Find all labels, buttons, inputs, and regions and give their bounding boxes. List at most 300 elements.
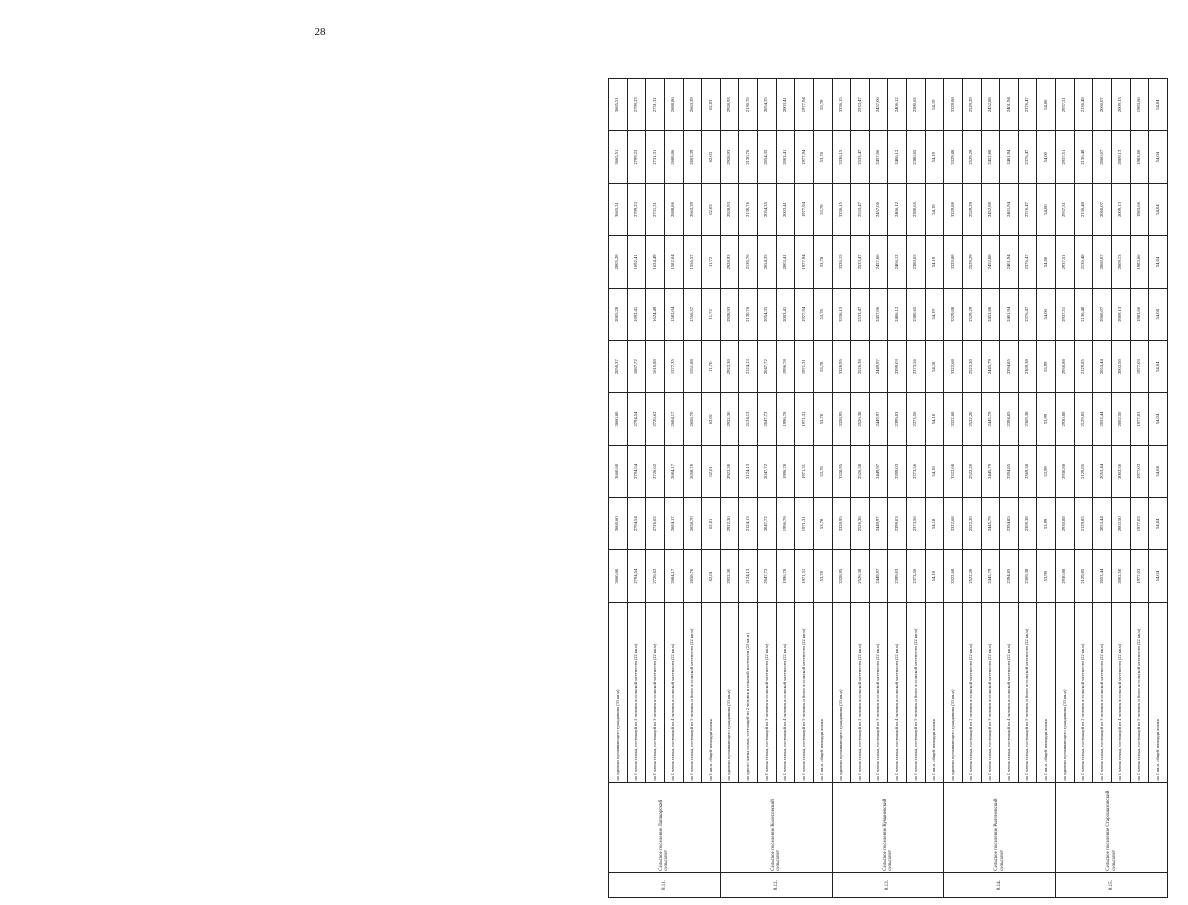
value-cell: 53,99 (1037, 550, 1056, 602)
value-cell: 2054,35 (758, 288, 777, 340)
row-label: на одного члена семьи, состоящей из 2 человек в сельской местности (22 кв.м) (739, 602, 758, 782)
value-cell: 54,18 (925, 498, 944, 550)
value-cell: 53,78 (813, 550, 832, 602)
value-cell: 2053,44 (1093, 445, 1112, 497)
value-cell: 1977,94 (795, 288, 814, 340)
settlement-name: Сельское поселение Куманевский сельсовет (832, 783, 944, 873)
value-cell: 2054,35 (758, 236, 777, 288)
rotated-table-wrapper (608, 78, 1188, 898)
value-cell: 53,78 (813, 498, 832, 550)
value-cell: 2005,28 (609, 288, 628, 340)
value-cell: 2449,97 (869, 445, 888, 497)
value-cell: 2406,12 (888, 79, 907, 132)
table-row (795, 79, 814, 898)
value-cell: 53,78 (813, 445, 832, 497)
value-cell: 2526,38 (851, 445, 870, 497)
value-cell: 2003,41 (776, 288, 795, 340)
value-cell: 2529,29 (962, 236, 981, 288)
value-cell: 3322,68 (944, 341, 963, 393)
table-row (720, 79, 739, 898)
value-cell: 1624,49 (646, 236, 665, 288)
value-cell: 2794,54 (627, 445, 646, 497)
value-cell: 2688,86 (664, 183, 683, 235)
value-cell: 2731,31 (646, 183, 665, 235)
row-label: на 1 члена семьи, состоящей из 5 человек и более в сельской местности (22 кв.м) (795, 602, 814, 782)
value-cell: 54,00 (1037, 183, 1056, 235)
value-cell: 2380,65 (907, 79, 926, 132)
value-cell: 2937,51 (1056, 183, 1075, 235)
value-cell: 53,78 (813, 393, 832, 445)
value-cell: 62,03 (702, 79, 721, 132)
value-cell: 2053,44 (1093, 550, 1112, 602)
value-cell: 2399,03 (888, 393, 907, 445)
value-cell: 2526,38 (851, 550, 870, 602)
value-cell: 2452,88 (981, 236, 1000, 288)
value-cell: 54,00 (1037, 288, 1056, 340)
value-cell: 2799,23 (627, 183, 646, 235)
value-cell: 1977,94 (795, 183, 814, 235)
value-cell: 54,18 (925, 341, 944, 393)
value-cell: 3660,60 (609, 393, 628, 445)
value-cell: 2129,85 (1074, 550, 1093, 602)
row-label: на 1 члена семьи, состоящей из 3 человек в сельской местности (22 кв.м) (869, 602, 888, 782)
value-cell: 2124,13 (739, 550, 758, 602)
value-cell: 3328,95 (832, 341, 851, 393)
value-cell: 62,01 (702, 550, 721, 602)
value-cell: 2129,85 (1074, 393, 1093, 445)
value-cell: 2457,06 (869, 183, 888, 235)
value-cell: 2452,88 (981, 288, 1000, 340)
row-label: на 1 члена семьи, состоящей из 3 человек в сельской местности (22 кв.м) (1093, 602, 1112, 782)
value-cell: 2047,72 (758, 341, 777, 393)
value-cell: 1996,78 (776, 445, 795, 497)
value-cell: 2136,48 (1074, 288, 1093, 340)
value-cell: 2522,20 (962, 498, 981, 550)
value-cell: 3336,15 (832, 131, 851, 183)
value-cell: 2526,38 (851, 341, 870, 393)
settlement-name: Сельское поселение Лапшарский сельсовет (609, 783, 721, 873)
value-cell: 1977,03 (1130, 550, 1149, 602)
value-cell: 2054,35 (758, 79, 777, 132)
value-cell: 2124,13 (739, 498, 758, 550)
value-cell: 2047,72 (758, 550, 777, 602)
value-cell: 2658,70 (683, 445, 702, 497)
value-cell: 2799,23 (627, 79, 646, 132)
value-cell: 54,19 (925, 183, 944, 235)
value-cell: 2373,56 (907, 393, 926, 445)
value-cell: 3660,60 (609, 445, 628, 497)
value-cell: 2376,47 (1018, 288, 1037, 340)
value-cell: 2457,06 (869, 236, 888, 288)
value-cell: 2526,38 (851, 393, 870, 445)
value-cell: 2047,72 (758, 393, 777, 445)
table-row (1056, 79, 1075, 898)
row-label: на 1 кв.м. общей площади жилья (702, 602, 721, 782)
value-cell: 2129,85 (1074, 498, 1093, 550)
value-cell: 2922,30 (720, 393, 739, 445)
value-cell: 2922,30 (720, 341, 739, 393)
section-number: 8.15. (1056, 873, 1168, 898)
table-row (683, 79, 702, 898)
value-cell: 2684,17 (664, 445, 683, 497)
settlement-name: Сельское поселение Рыгоновский сельсовет (944, 783, 1056, 873)
table-row (1130, 79, 1149, 898)
value-cell: 54,18 (925, 445, 944, 497)
value-cell: 2731,31 (646, 79, 665, 132)
value-cell: 2522,20 (962, 550, 981, 602)
value-cell: 3336,15 (832, 288, 851, 340)
row-label: на одиноко проживающего гражданина (33 кв.м) (832, 602, 851, 782)
value-cell: 2449,97 (869, 498, 888, 550)
value-cell: 2009,13 (1111, 236, 1130, 288)
value-cell: 2380,65 (907, 131, 926, 183)
value-cell: 2522,20 (962, 393, 981, 445)
value-cell: 1996,78 (776, 341, 795, 393)
value-cell: 3665,51 (609, 79, 628, 132)
table-row (646, 79, 665, 898)
value-cell: 2399,03 (888, 445, 907, 497)
value-cell: 11,72 (702, 288, 721, 340)
row-label: на 1 члена семьи, состоящей из 3 человек в сельской местности (22 кв.м) (646, 602, 665, 782)
value-cell: 54,19 (925, 79, 944, 132)
table-row (1149, 79, 1168, 898)
section-number: 8.12. (720, 873, 832, 898)
table-row (1074, 79, 1093, 898)
value-cell: 2457,06 (869, 131, 888, 183)
table-row (869, 79, 888, 898)
value-cell: 2937,51 (1056, 288, 1075, 340)
section-number: 8.11. (609, 873, 721, 898)
value-cell: 2449,97 (869, 393, 888, 445)
row-label: на 1 члена семьи, состоящей из 4 человек в сельской местности (22 кв.м) (1000, 602, 1019, 782)
value-cell: 54,04 (1149, 183, 1168, 235)
value-cell: 1977,94 (795, 79, 814, 132)
value-cell: 2658,70 (683, 393, 702, 445)
value-cell: 2401,94 (1000, 183, 1019, 235)
value-cell: 1692,41 (627, 288, 646, 340)
value-cell: 1977,03 (1130, 445, 1149, 497)
row-label: на 1 члена семьи, состоящей из 5 человек и более в сельской местности (22 кв.м) (683, 602, 702, 782)
value-cell: 54,04 (1149, 131, 1168, 183)
settlement-name: Сельское поселение Старошаховский сельсовет (1056, 783, 1168, 873)
value-cell: 2930,88 (1056, 498, 1075, 550)
value-cell: 2060,07 (1093, 79, 1112, 132)
row-label: на одиноко проживающего гражданина (33 кв.м) (609, 602, 628, 782)
value-cell: 1971,31 (795, 498, 814, 550)
value-cell: 2373,56 (907, 498, 926, 550)
value-cell: 2380,65 (907, 236, 926, 288)
value-cell: 1692,41 (627, 236, 646, 288)
value-cell: 1977,03 (1130, 393, 1149, 445)
value-cell: 1624,49 (646, 288, 665, 340)
value-cell: 2522,20 (962, 341, 981, 393)
value-cell: 2726,62 (646, 550, 665, 602)
value-cell: 2794,54 (627, 498, 646, 550)
value-cell: 1977,94 (795, 131, 814, 183)
value-cell: 2930,88 (1056, 341, 1075, 393)
table-body (609, 79, 1168, 898)
row-label: на 1 члена семьи, состоящей из 4 человек в сельской местности (22 кв.м) (664, 602, 683, 782)
value-cell: 1977,03 (1130, 341, 1149, 393)
table-row (888, 79, 907, 898)
value-cell: 3329,88 (944, 79, 963, 132)
value-cell: 62,01 (702, 498, 721, 550)
value-cell: 2663,39 (683, 79, 702, 132)
table-row (1018, 79, 1037, 898)
value-cell: 3322,68 (944, 445, 963, 497)
row-label: на 1 члена семьи, состоящей из 5 человек и более в сельской местности (22 кв.м) (1130, 602, 1149, 782)
value-cell: 2380,65 (907, 288, 926, 340)
value-cell: 2369,38 (1018, 341, 1037, 393)
value-cell: 2930,88 (1056, 445, 1075, 497)
row-label: на 1 члена семьи, состоящей из 3 человек в сельской местности (22 кв.м) (981, 602, 1000, 782)
table-row (609, 79, 628, 898)
value-cell: 53,78 (813, 79, 832, 132)
section-number: 8.13. (832, 873, 944, 898)
value-cell: 2452,88 (981, 183, 1000, 235)
value-cell: 1983,66 (1130, 79, 1149, 132)
value-cell: 2529,29 (962, 79, 981, 132)
value-cell: 11,70 (702, 341, 721, 393)
row-label: на 1 кв.м. общей площади жилья (925, 602, 944, 782)
value-cell: 2928,93 (720, 79, 739, 132)
value-cell: 2688,86 (664, 79, 683, 132)
value-cell: 1983,66 (1130, 183, 1149, 235)
value-cell: 2928,93 (720, 288, 739, 340)
value-cell: 2533,47 (851, 288, 870, 340)
value-cell: 2406,12 (888, 131, 907, 183)
value-cell: 2005,28 (609, 236, 628, 288)
value-cell: 2136,48 (1074, 131, 1093, 183)
row-label: на 1 кв.м. общей площади жилья (813, 602, 832, 782)
value-cell: 2003,41 (776, 131, 795, 183)
row-label: на одиноко проживающего гражданина (33 кв.м) (944, 602, 963, 782)
row-label: на 1 члена семьи, состоящей из 2 человек в сельской местности (22 кв.м) (627, 602, 646, 782)
value-cell: 2130,76 (739, 183, 758, 235)
value-cell: 62,01 (702, 393, 721, 445)
value-cell: 3665,51 (609, 183, 628, 235)
value-cell: 3328,95 (832, 498, 851, 550)
value-cell: 2663,39 (683, 183, 702, 235)
table-row (739, 79, 758, 898)
value-cell: 2937,51 (1056, 131, 1075, 183)
value-cell: 3329,88 (944, 288, 963, 340)
value-cell: 2373,56 (907, 550, 926, 602)
value-cell: 1983,66 (1130, 131, 1149, 183)
table-row (627, 79, 646, 898)
value-cell: 2003,41 (776, 236, 795, 288)
value-cell: 2009,13 (1111, 183, 1130, 235)
value-cell: 2522,20 (962, 445, 981, 497)
value-cell: 2937,51 (1056, 236, 1075, 288)
value-cell: 2047,72 (758, 445, 777, 497)
value-cell: 2130,76 (739, 131, 758, 183)
value-cell: 2376,47 (1018, 79, 1037, 132)
tariff-table (608, 78, 1168, 898)
row-label: на 1 члена семьи, состоящей из 5 человек и более в сельской местности (22 кв.м) (1018, 602, 1037, 782)
value-cell: 2533,47 (851, 183, 870, 235)
value-cell: 3329,88 (944, 236, 963, 288)
value-cell: 3660,60 (609, 498, 628, 550)
table-row (1000, 79, 1019, 898)
value-cell: 2452,88 (981, 79, 1000, 132)
value-cell: 2053,44 (1093, 393, 1112, 445)
value-cell: 1971,31 (795, 445, 814, 497)
value-cell: 1983,66 (1130, 236, 1149, 288)
value-cell: 54,19 (925, 131, 944, 183)
value-cell: 2060,07 (1093, 183, 1112, 235)
table-row (981, 79, 1000, 898)
value-cell: 2050,37 (609, 341, 628, 393)
row-label: на 1 члена семьи, состоящей из 2 человек в сельской местности (22 кв.м) (1074, 602, 1093, 782)
row-label: на 1 члена семьи, состоящей из 3 человек в сельской местности (22 кв.м) (758, 602, 777, 782)
value-cell: 2449,97 (869, 341, 888, 393)
value-cell: 54,18 (925, 550, 944, 602)
value-cell: 11,72 (702, 236, 721, 288)
value-cell: 2009,13 (1111, 131, 1130, 183)
value-cell: 2445,79 (981, 550, 1000, 602)
row-label: на 1 члена семьи, состоящей из 2 человек в сельской местности (22 кв.м) (962, 602, 981, 782)
value-cell: 2130,76 (739, 288, 758, 340)
value-cell: 53,78 (813, 131, 832, 183)
value-cell: 54,04 (1149, 236, 1168, 288)
value-cell: 2526,38 (851, 498, 870, 550)
value-cell: 2002,50 (1111, 341, 1130, 393)
value-cell: 2373,56 (907, 341, 926, 393)
value-cell: 3336,15 (832, 236, 851, 288)
value-cell: 2457,06 (869, 79, 888, 132)
value-cell: 2376,47 (1018, 236, 1037, 288)
row-label: на 1 кв.м. общей площади жилья (1037, 602, 1056, 782)
value-cell: 2060,07 (1093, 236, 1112, 288)
value-cell: 2394,85 (1000, 550, 1019, 602)
value-cell: 54,04 (1149, 393, 1168, 445)
row-label: на 1 члена семьи, состоящей из 4 человек в сельской местности (22 кв.м) (776, 602, 795, 782)
value-cell: 2922,30 (720, 498, 739, 550)
value-cell: 53,78 (813, 236, 832, 288)
value-cell: 53,78 (813, 183, 832, 235)
table-row (962, 79, 981, 898)
value-cell: 3322,68 (944, 498, 963, 550)
table-row (664, 79, 683, 898)
value-cell: 2002,50 (1111, 393, 1130, 445)
value-cell: 3322,68 (944, 550, 963, 602)
value-cell: 2445,79 (981, 498, 1000, 550)
value-cell: 2130,76 (739, 236, 758, 288)
value-cell: 2053,44 (1093, 498, 1112, 550)
value-cell: 1687,72 (627, 341, 646, 393)
value-cell: 53,99 (1037, 498, 1056, 550)
value-cell: 1996,78 (776, 550, 795, 602)
value-cell: 2794,54 (627, 393, 646, 445)
value-cell: 2002,50 (1111, 498, 1130, 550)
value-cell: 2445,79 (981, 393, 1000, 445)
value-cell: 53,99 (1037, 341, 1056, 393)
value-cell: 3665,51 (609, 131, 628, 183)
value-cell: 53,99 (1037, 445, 1056, 497)
value-cell: 2060,07 (1093, 131, 1112, 183)
value-cell: 2003,41 (776, 79, 795, 132)
value-cell: 1977,94 (795, 236, 814, 288)
value-cell: 54,04 (1149, 550, 1168, 602)
value-cell: 2399,03 (888, 341, 907, 393)
value-cell: 2731,31 (646, 131, 665, 183)
table-row (758, 79, 777, 898)
value-cell: 2799,23 (627, 131, 646, 183)
value-cell: 54,19 (925, 236, 944, 288)
value-cell: 2129,85 (1074, 445, 1093, 497)
value-cell: 54,04 (1149, 288, 1168, 340)
value-cell: 2124,13 (739, 393, 758, 445)
value-cell: 2529,29 (962, 183, 981, 235)
row-label: на 1 члена семьи, состоящей из 5 человек и более в сельской местности (22 кв.м) (907, 602, 926, 782)
row-label: на 1 кв.м. общей площади жилья (1149, 602, 1168, 782)
value-cell: 2449,97 (869, 550, 888, 602)
value-cell: 54,04 (1149, 445, 1168, 497)
value-cell: 1983,66 (1130, 288, 1149, 340)
table-row (944, 79, 963, 898)
value-cell: 53,78 (813, 288, 832, 340)
page-number: 28 (314, 26, 326, 38)
value-cell: 1971,31 (795, 550, 814, 602)
value-cell: 3336,15 (832, 183, 851, 235)
value-cell: 2003,41 (776, 183, 795, 235)
value-cell: 3328,95 (832, 393, 851, 445)
row-label: на одиноко проживающего гражданина (33 кв.м) (1056, 602, 1075, 782)
value-cell: 2002,50 (1111, 445, 1130, 497)
value-cell: 2401,94 (1000, 131, 1019, 183)
value-cell: 2369,38 (1018, 498, 1037, 550)
value-cell: 2529,29 (962, 288, 981, 340)
value-cell: 2406,12 (888, 183, 907, 235)
value-cell: 54,00 (1037, 131, 1056, 183)
value-cell: 2136,48 (1074, 236, 1093, 288)
value-cell: 2373,56 (907, 445, 926, 497)
value-cell: 2394,85 (1000, 341, 1019, 393)
row-label: на одиноко проживающего гражданина (33 кв.м) (720, 602, 739, 782)
value-cell: 3329,88 (944, 131, 963, 183)
value-cell: 3336,15 (832, 79, 851, 132)
value-cell: 2688,86 (664, 131, 683, 183)
value-cell: 2124,13 (739, 341, 758, 393)
value-cell: 1971,31 (795, 393, 814, 445)
value-cell: 2922,30 (720, 550, 739, 602)
value-cell: 2369,38 (1018, 445, 1037, 497)
value-cell: 2533,47 (851, 236, 870, 288)
value-cell: 2009,13 (1111, 79, 1130, 132)
value-cell: 53,78 (813, 341, 832, 393)
value-cell: 1971,31 (795, 341, 814, 393)
value-cell: 2658,70 (683, 550, 702, 602)
value-cell: 2401,94 (1000, 236, 1019, 288)
table-row (1093, 79, 1112, 898)
value-cell: 2053,44 (1093, 341, 1112, 393)
value-cell: 3328,95 (832, 445, 851, 497)
value-cell: 54,04 (1149, 498, 1168, 550)
value-cell: 1977,03 (1130, 498, 1149, 550)
settlement-name: Сельское поселение Колесовский сельсовет (720, 783, 832, 873)
value-cell: 2928,93 (720, 131, 739, 183)
value-cell: 2928,93 (720, 183, 739, 235)
value-cell: 1556,57 (683, 236, 702, 288)
value-cell: 2369,38 (1018, 550, 1037, 602)
value-cell: 2406,12 (888, 236, 907, 288)
value-cell: 2060,07 (1093, 288, 1112, 340)
value-cell: 2124,13 (739, 445, 758, 497)
value-cell: 2684,17 (664, 498, 683, 550)
value-cell: 2529,29 (962, 131, 981, 183)
value-cell: 2399,03 (888, 498, 907, 550)
